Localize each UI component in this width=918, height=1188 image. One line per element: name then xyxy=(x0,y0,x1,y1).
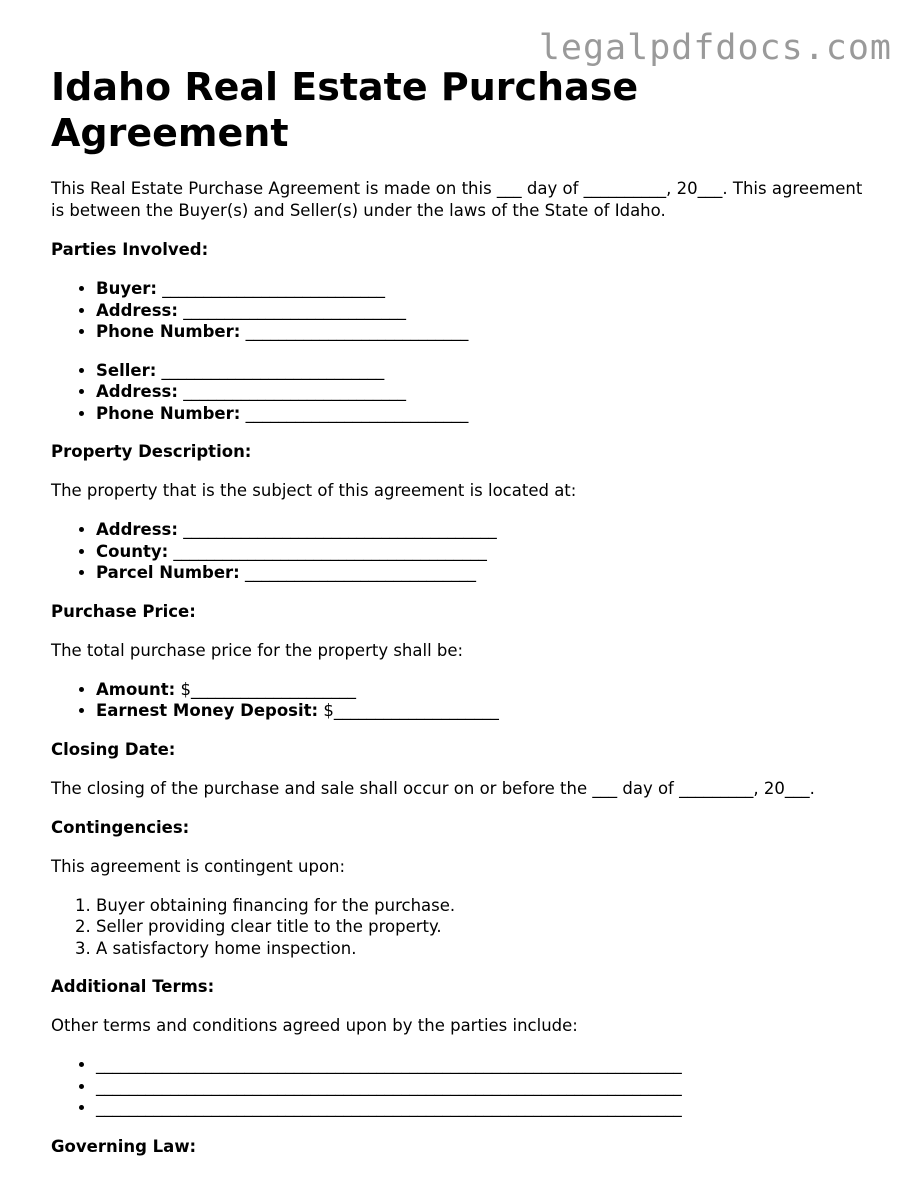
field-label: Address: xyxy=(96,300,178,320)
blank-line: ___________________________ xyxy=(240,403,469,423)
list-item: • _______________________________________________________________________ xyxy=(96,1076,871,1098)
property-list xyxy=(51,519,871,584)
section-heading-closing: Closing Date: xyxy=(51,739,176,759)
watermark: legalpdfdocs.com xyxy=(538,28,892,68)
section-heading-property: Property Description: xyxy=(51,442,252,461)
price-list xyxy=(51,679,871,722)
blank-line: ___________________________ xyxy=(177,382,406,401)
field-label: County: xyxy=(96,541,169,561)
blank-line: ___________________________ xyxy=(177,300,406,320)
blank-line: ___________________________ xyxy=(240,322,469,341)
blank-line: $____________________ xyxy=(318,701,499,720)
list-item xyxy=(96,562,871,584)
list-item: • _______________________________________________________________________ xyxy=(96,1097,871,1119)
blank-line: $____________________ xyxy=(175,679,357,699)
field-label: Amount: xyxy=(96,679,176,699)
blank-line: ______________________________________ xyxy=(168,541,487,561)
list-item xyxy=(96,278,871,300)
field-label: Earnest Money Deposit: xyxy=(96,701,319,720)
additional-text: Other terms and conditions agreed upon by the parties include: xyxy=(51,1016,578,1035)
section-heading-contingencies: Contingencies: xyxy=(51,817,190,837)
section-heading-governing: Governing Law: xyxy=(51,1136,197,1156)
contingencies-list xyxy=(51,895,871,960)
field-label: Seller: xyxy=(96,360,157,380)
list-item: 3. A satisfactory home inspection. xyxy=(96,938,871,960)
field-label: Buyer: xyxy=(96,279,158,298)
contingencies-text: This agreement is contingent upon: xyxy=(51,856,346,876)
list-item xyxy=(96,360,871,382)
property-text: The property that is the subject of this agreement is located at: xyxy=(51,481,577,500)
list-item: • _______________________________________________________________________ xyxy=(96,1054,871,1076)
blank-line: ___________________________ xyxy=(156,360,385,380)
list-item xyxy=(96,403,871,425)
intro-paragraph: This Real Estate Purchase Agreement is made on this ___ day of __________, 20___. This agreement is between the Buyer(s) and Seller(s) under the laws of the State of Idaho. xyxy=(51,179,863,220)
field-label: Address: xyxy=(96,382,178,401)
seller-list xyxy=(51,360,871,425)
blank-line: ___________________________ xyxy=(157,279,386,298)
price-text: The total purchase price for the property shall be: xyxy=(51,640,464,660)
field-label: Parcel Number: xyxy=(96,563,240,582)
list-item xyxy=(96,679,871,701)
list-item xyxy=(96,541,871,563)
list-item xyxy=(96,700,871,722)
document-page xyxy=(51,64,871,1158)
field-label: Phone Number: xyxy=(96,322,241,341)
section-heading-parties: Parties Involved: xyxy=(51,240,209,259)
blank-line: ______________________________________ xyxy=(177,520,497,539)
page-title: Idaho Real Estate Purchase Agreement xyxy=(51,65,639,155)
section-heading-price: Purchase Price: xyxy=(51,601,196,621)
list-item: 2. Seller providing clear title to the property. xyxy=(96,916,871,938)
section-heading-additional: Additional Terms: xyxy=(51,977,215,996)
buyer-list xyxy=(51,278,871,343)
field-label: Phone Number: xyxy=(96,403,241,423)
field-label: Address: xyxy=(96,520,178,539)
list-item xyxy=(96,321,871,343)
list-item xyxy=(96,519,871,541)
list-item: 1. Buyer obtaining financing for the purchase. xyxy=(96,895,871,917)
list-item xyxy=(96,381,871,403)
additional-list xyxy=(51,1054,871,1119)
blank-line: ____________________________ xyxy=(239,563,477,582)
list-item xyxy=(96,300,871,322)
closing-text: The closing of the purchase and sale shall occur on or before the ___ day of _________, 20___. xyxy=(51,778,815,798)
